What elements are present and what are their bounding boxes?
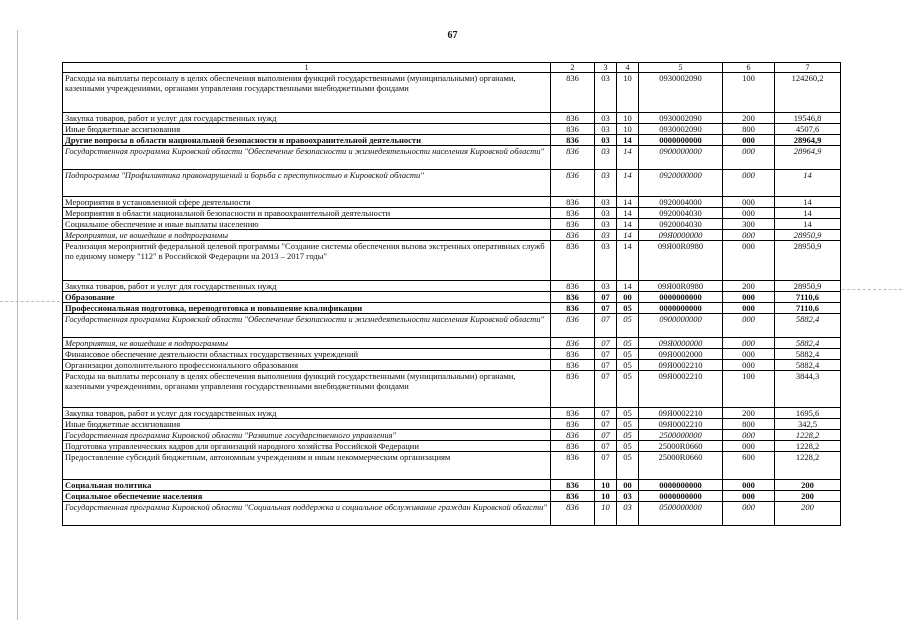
expense-type-cell: 200 bbox=[723, 408, 775, 419]
amount-cell: 14 bbox=[775, 197, 841, 208]
target-article-cell: 0000000000 bbox=[639, 491, 723, 502]
section-code-cell: 03 bbox=[595, 208, 617, 219]
department-code-cell: 836 bbox=[551, 146, 595, 170]
expense-type-cell: 000 bbox=[723, 338, 775, 349]
scan-artifact-right bbox=[842, 289, 902, 290]
department-code-cell: 836 bbox=[551, 73, 595, 113]
department-code-cell: 836 bbox=[551, 314, 595, 338]
expense-type-cell: 000 bbox=[723, 314, 775, 338]
table-row bbox=[63, 146, 841, 170]
column-header: 2 bbox=[551, 63, 595, 73]
subsection-code-cell: 14 bbox=[617, 219, 639, 230]
target-article-cell: 0920000000 bbox=[639, 170, 723, 197]
table-row bbox=[63, 360, 841, 371]
section-code-cell: 03 bbox=[595, 113, 617, 124]
amount-cell: 1228,2 bbox=[775, 441, 841, 452]
subsection-code-cell: 14 bbox=[617, 170, 639, 197]
expense-name-cell: Социальная политика bbox=[63, 480, 551, 491]
department-code-cell: 836 bbox=[551, 197, 595, 208]
target-article-cell: 0000000000 bbox=[639, 303, 723, 314]
amount-cell: 5882,4 bbox=[775, 338, 841, 349]
section-code-cell: 03 bbox=[595, 135, 617, 146]
amount-cell: 14 bbox=[775, 170, 841, 197]
amount-cell: 14 bbox=[775, 219, 841, 230]
table-header-row bbox=[63, 63, 841, 73]
department-code-cell: 836 bbox=[551, 430, 595, 441]
column-header: 1 bbox=[63, 63, 551, 73]
table-row bbox=[63, 349, 841, 360]
amount-cell: 1695,6 bbox=[775, 408, 841, 419]
subsection-code-cell: 05 bbox=[617, 371, 639, 408]
section-code-cell: 07 bbox=[595, 338, 617, 349]
target-article-cell: 09Я0002000 bbox=[639, 349, 723, 360]
department-code-cell: 836 bbox=[551, 441, 595, 452]
target-article-cell: 0900000000 bbox=[639, 146, 723, 170]
department-code-cell: 836 bbox=[551, 230, 595, 241]
department-code-cell: 836 bbox=[551, 303, 595, 314]
section-code-cell: 03 bbox=[595, 230, 617, 241]
subsection-code-cell: 05 bbox=[617, 338, 639, 349]
amount-cell: 28950,9 bbox=[775, 230, 841, 241]
expense-type-cell: 600 bbox=[723, 452, 775, 480]
expense-type-cell: 200 bbox=[723, 113, 775, 124]
table-row bbox=[63, 292, 841, 303]
section-code-cell: 07 bbox=[595, 292, 617, 303]
department-code-cell: 836 bbox=[551, 219, 595, 230]
expense-name-cell: Расходы на выплаты персоналу в целях обеспечения выполнения функций государственными (муниципальными) органами, казенными учреждениями, органами управления государственными внебюджетными фондами bbox=[63, 371, 551, 408]
subsection-code-cell: 05 bbox=[617, 408, 639, 419]
subsection-code-cell: 05 bbox=[617, 303, 639, 314]
expense-type-cell: 000 bbox=[723, 170, 775, 197]
target-article-cell: 25000R0660 bbox=[639, 441, 723, 452]
table-row bbox=[63, 502, 841, 526]
table-row bbox=[63, 219, 841, 230]
expense-name-cell: Мероприятия в установленной сфере деятельности bbox=[63, 197, 551, 208]
department-code-cell: 836 bbox=[551, 135, 595, 146]
target-article-cell: 0500000000 bbox=[639, 502, 723, 526]
target-article-cell: 0900000000 bbox=[639, 314, 723, 338]
amount-cell: 5882,4 bbox=[775, 349, 841, 360]
section-code-cell: 07 bbox=[595, 408, 617, 419]
expense-name-cell: Мероприятия в области национальной безопасности и правоохранительной деятельности bbox=[63, 208, 551, 219]
amount-cell: 7110,6 bbox=[775, 303, 841, 314]
target-article-cell: 0000000000 bbox=[639, 480, 723, 491]
subsection-code-cell: 05 bbox=[617, 419, 639, 430]
table-row bbox=[63, 208, 841, 219]
subsection-code-cell: 03 bbox=[617, 502, 639, 526]
amount-cell: 5882,4 bbox=[775, 314, 841, 338]
target-article-cell: 09Я0002210 bbox=[639, 360, 723, 371]
expense-name-cell: Государственная программа Кировской области "Развитие государственного управления" bbox=[63, 430, 551, 441]
expense-type-cell: 300 bbox=[723, 219, 775, 230]
expense-name-cell: Социальное обеспечение и иные выплаты населению bbox=[63, 219, 551, 230]
target-article-cell: 0000000000 bbox=[639, 135, 723, 146]
column-header: 7 bbox=[775, 63, 841, 73]
section-code-cell: 07 bbox=[595, 360, 617, 371]
table-row bbox=[63, 113, 841, 124]
subsection-code-cell: 10 bbox=[617, 124, 639, 135]
department-code-cell: 836 bbox=[551, 241, 595, 281]
expense-name-cell: Подготовка управленческих кадров для организаций народного хозяйства Российской Федерации bbox=[63, 441, 551, 452]
expense-name-cell: Социальное обеспечение населения bbox=[63, 491, 551, 502]
amount-cell: 200 bbox=[775, 491, 841, 502]
target-article-cell: 09Я0002210 bbox=[639, 419, 723, 430]
section-code-cell: 07 bbox=[595, 430, 617, 441]
department-code-cell: 836 bbox=[551, 208, 595, 219]
subsection-code-cell: 14 bbox=[617, 241, 639, 281]
department-code-cell: 836 bbox=[551, 292, 595, 303]
amount-cell: 14 bbox=[775, 208, 841, 219]
target-article-cell: 0920004030 bbox=[639, 219, 723, 230]
target-article-cell: 09Я00R0980 bbox=[639, 241, 723, 281]
table-row bbox=[63, 241, 841, 281]
department-code-cell: 836 bbox=[551, 480, 595, 491]
department-code-cell: 836 bbox=[551, 338, 595, 349]
table-row bbox=[63, 491, 841, 502]
department-code-cell: 836 bbox=[551, 371, 595, 408]
target-article-cell: 25000R0660 bbox=[639, 452, 723, 480]
section-code-cell: 07 bbox=[595, 419, 617, 430]
page-binding-edge bbox=[17, 30, 18, 620]
amount-cell: 19546,8 bbox=[775, 113, 841, 124]
department-code-cell: 836 bbox=[551, 408, 595, 419]
target-article-cell: 09Я0002210 bbox=[639, 408, 723, 419]
department-code-cell: 836 bbox=[551, 491, 595, 502]
table-row bbox=[63, 135, 841, 146]
section-code-cell: 07 bbox=[595, 371, 617, 408]
target-article-cell: 0920004030 bbox=[639, 208, 723, 219]
amount-cell: 28964,9 bbox=[775, 146, 841, 170]
amount-cell: 124260,2 bbox=[775, 73, 841, 113]
expense-name-cell: Профессиональная подготовка, переподготовка и повышение квалификации bbox=[63, 303, 551, 314]
subsection-code-cell: 14 bbox=[617, 135, 639, 146]
table-row bbox=[63, 314, 841, 338]
expense-name-cell: Другие вопросы в области национальной безопасности и правоохранительной деятельности bbox=[63, 135, 551, 146]
expense-name-cell: Мероприятия, не вошедшие в подпрограммы bbox=[63, 230, 551, 241]
subsection-code-cell: 14 bbox=[617, 197, 639, 208]
amount-cell: 342,5 bbox=[775, 419, 841, 430]
target-article-cell: 09Я0000000 bbox=[639, 230, 723, 241]
expense-type-cell: 000 bbox=[723, 135, 775, 146]
expense-type-cell: 800 bbox=[723, 419, 775, 430]
section-code-cell: 07 bbox=[595, 303, 617, 314]
target-article-cell: 2500000000 bbox=[639, 430, 723, 441]
expense-type-cell: 000 bbox=[723, 441, 775, 452]
expense-type-cell: 000 bbox=[723, 146, 775, 170]
section-code-cell: 03 bbox=[595, 219, 617, 230]
section-code-cell: 03 bbox=[595, 241, 617, 281]
target-article-cell: 0920004000 bbox=[639, 197, 723, 208]
table-row bbox=[63, 430, 841, 441]
column-header: 6 bbox=[723, 63, 775, 73]
amount-cell: 28950,9 bbox=[775, 241, 841, 281]
section-code-cell: 10 bbox=[595, 480, 617, 491]
table-row bbox=[63, 303, 841, 314]
expense-name-cell: Финансовое обеспечение деятельности областных государственных учреждений bbox=[63, 349, 551, 360]
expense-type-cell: 000 bbox=[723, 360, 775, 371]
section-code-cell: 07 bbox=[595, 452, 617, 480]
department-code-cell: 836 bbox=[551, 349, 595, 360]
department-code-cell: 836 bbox=[551, 502, 595, 526]
table-row bbox=[63, 73, 841, 113]
subsection-code-cell: 00 bbox=[617, 292, 639, 303]
section-code-cell: 03 bbox=[595, 170, 617, 197]
expense-name-cell: Закупка товаров, работ и услуг для государственных нужд bbox=[63, 281, 551, 292]
expense-type-cell: 000 bbox=[723, 491, 775, 502]
table-row bbox=[63, 408, 841, 419]
subsection-code-cell: 05 bbox=[617, 452, 639, 480]
expense-type-cell: 000 bbox=[723, 241, 775, 281]
expense-name-cell: Реализация мероприятий федеральной целевой программы "Создание системы обеспечения вызова экстренных оперативных служб по единому номеру "112" в Российской Федерации на 2013 – 2017 годы" bbox=[63, 241, 551, 281]
subsection-code-cell: 14 bbox=[617, 281, 639, 292]
section-code-cell: 03 bbox=[595, 73, 617, 113]
expense-type-cell: 000 bbox=[723, 430, 775, 441]
expense-type-cell: 000 bbox=[723, 502, 775, 526]
department-code-cell: 836 bbox=[551, 452, 595, 480]
table-row bbox=[63, 281, 841, 292]
table-row bbox=[63, 124, 841, 135]
column-header: 4 bbox=[617, 63, 639, 73]
expense-name-cell: Государственная программа Кировской области "Обеспечение безопасности и жизнедеятельности населения Кировской области" bbox=[63, 314, 551, 338]
target-article-cell: 09Я0002210 bbox=[639, 371, 723, 408]
amount-cell: 3844,3 bbox=[775, 371, 841, 408]
section-code-cell: 07 bbox=[595, 441, 617, 452]
expense-type-cell: 000 bbox=[723, 303, 775, 314]
expense-name-cell: Предоставление субсидий бюджетным, автономным учреждениям и иным некоммерческим организациям bbox=[63, 452, 551, 480]
subsection-code-cell: 05 bbox=[617, 360, 639, 371]
subsection-code-cell: 10 bbox=[617, 113, 639, 124]
subsection-code-cell: 14 bbox=[617, 230, 639, 241]
subsection-code-cell: 03 bbox=[617, 491, 639, 502]
amount-cell: 1228,2 bbox=[775, 452, 841, 480]
budget-table bbox=[62, 62, 841, 526]
expense-type-cell: 000 bbox=[723, 480, 775, 491]
table-row bbox=[63, 338, 841, 349]
section-code-cell: 10 bbox=[595, 502, 617, 526]
amount-cell: 1228,2 bbox=[775, 430, 841, 441]
expense-name-cell: Закупка товаров, работ и услуг для государственных нужд bbox=[63, 113, 551, 124]
expense-name-cell: Государственная программа Кировской области "Обеспечение безопасности и жизнедеятельности населения Кировской области" bbox=[63, 146, 551, 170]
expense-name-cell: Закупка товаров, работ и услуг для государственных нужд bbox=[63, 408, 551, 419]
expense-type-cell: 800 bbox=[723, 124, 775, 135]
expense-name-cell: Иные бюджетные ассигнования bbox=[63, 124, 551, 135]
amount-cell: 28964,9 bbox=[775, 135, 841, 146]
table-row bbox=[63, 197, 841, 208]
subsection-code-cell: 10 bbox=[617, 73, 639, 113]
expense-type-cell: 000 bbox=[723, 208, 775, 219]
subsection-code-cell: 05 bbox=[617, 314, 639, 338]
department-code-cell: 836 bbox=[551, 419, 595, 430]
subsection-code-cell: 14 bbox=[617, 146, 639, 170]
section-code-cell: 03 bbox=[595, 146, 617, 170]
subsection-code-cell: 00 bbox=[617, 480, 639, 491]
subsection-code-cell: 14 bbox=[617, 208, 639, 219]
expense-type-cell: 200 bbox=[723, 281, 775, 292]
amount-cell: 28950,9 bbox=[775, 281, 841, 292]
department-code-cell: 836 bbox=[551, 170, 595, 197]
target-article-cell: 0930002090 bbox=[639, 124, 723, 135]
section-code-cell: 07 bbox=[595, 349, 617, 360]
expense-type-cell: 100 bbox=[723, 73, 775, 113]
column-header: 3 bbox=[595, 63, 617, 73]
target-article-cell: 0000000000 bbox=[639, 292, 723, 303]
subsection-code-cell: 05 bbox=[617, 441, 639, 452]
amount-cell: 200 bbox=[775, 502, 841, 526]
table-row bbox=[63, 441, 841, 452]
expense-type-cell: 000 bbox=[723, 349, 775, 360]
amount-cell: 5882,4 bbox=[775, 360, 841, 371]
expense-name-cell: Подпрограмма "Профилактика правонарушений и борьба с преступностью в Кировской области" bbox=[63, 170, 551, 197]
expense-type-cell: 100 bbox=[723, 371, 775, 408]
subsection-code-cell: 05 bbox=[617, 349, 639, 360]
target-article-cell: 09Я0000000 bbox=[639, 338, 723, 349]
table-row bbox=[63, 419, 841, 430]
expense-name-cell: Расходы на выплаты персоналу в целях обеспечения выполнения функций государственными (муниципальными) органами, казенными учреждениями, органами управления государственными внебюджетными фондами bbox=[63, 73, 551, 113]
section-code-cell: 03 bbox=[595, 281, 617, 292]
expense-type-cell: 000 bbox=[723, 292, 775, 303]
table-row bbox=[63, 480, 841, 491]
section-code-cell: 10 bbox=[595, 491, 617, 502]
section-code-cell: 03 bbox=[595, 197, 617, 208]
amount-cell: 7110,6 bbox=[775, 292, 841, 303]
page-number: 67 bbox=[447, 30, 458, 41]
target-article-cell: 0930002090 bbox=[639, 113, 723, 124]
section-code-cell: 07 bbox=[595, 314, 617, 338]
expense-name-cell: Иные бюджетные ассигнования bbox=[63, 419, 551, 430]
table-row bbox=[63, 230, 841, 241]
department-code-cell: 836 bbox=[551, 281, 595, 292]
section-code-cell: 03 bbox=[595, 124, 617, 135]
expense-name-cell: Мероприятия, не вошедшие в подпрограммы bbox=[63, 338, 551, 349]
expense-name-cell: Организации дополнительного профессионального образования bbox=[63, 360, 551, 371]
expense-name-cell: Образование bbox=[63, 292, 551, 303]
table-row bbox=[63, 170, 841, 197]
target-article-cell: 09Я00R0980 bbox=[639, 281, 723, 292]
amount-cell: 200 bbox=[775, 480, 841, 491]
column-header: 5 bbox=[639, 63, 723, 73]
expense-name-cell: Государственная программа Кировской области "Социальная поддержка и социальное обслуживание граждан Кировской области" bbox=[63, 502, 551, 526]
scan-artifact-left bbox=[0, 301, 60, 302]
table-row bbox=[63, 371, 841, 408]
department-code-cell: 836 bbox=[551, 113, 595, 124]
amount-cell: 4507,6 bbox=[775, 124, 841, 135]
department-code-cell: 836 bbox=[551, 360, 595, 371]
department-code-cell: 836 bbox=[551, 124, 595, 135]
expense-type-cell: 000 bbox=[723, 197, 775, 208]
subsection-code-cell: 05 bbox=[617, 430, 639, 441]
expense-type-cell: 000 bbox=[723, 230, 775, 241]
table-row bbox=[63, 452, 841, 480]
target-article-cell: 0930002090 bbox=[639, 73, 723, 113]
